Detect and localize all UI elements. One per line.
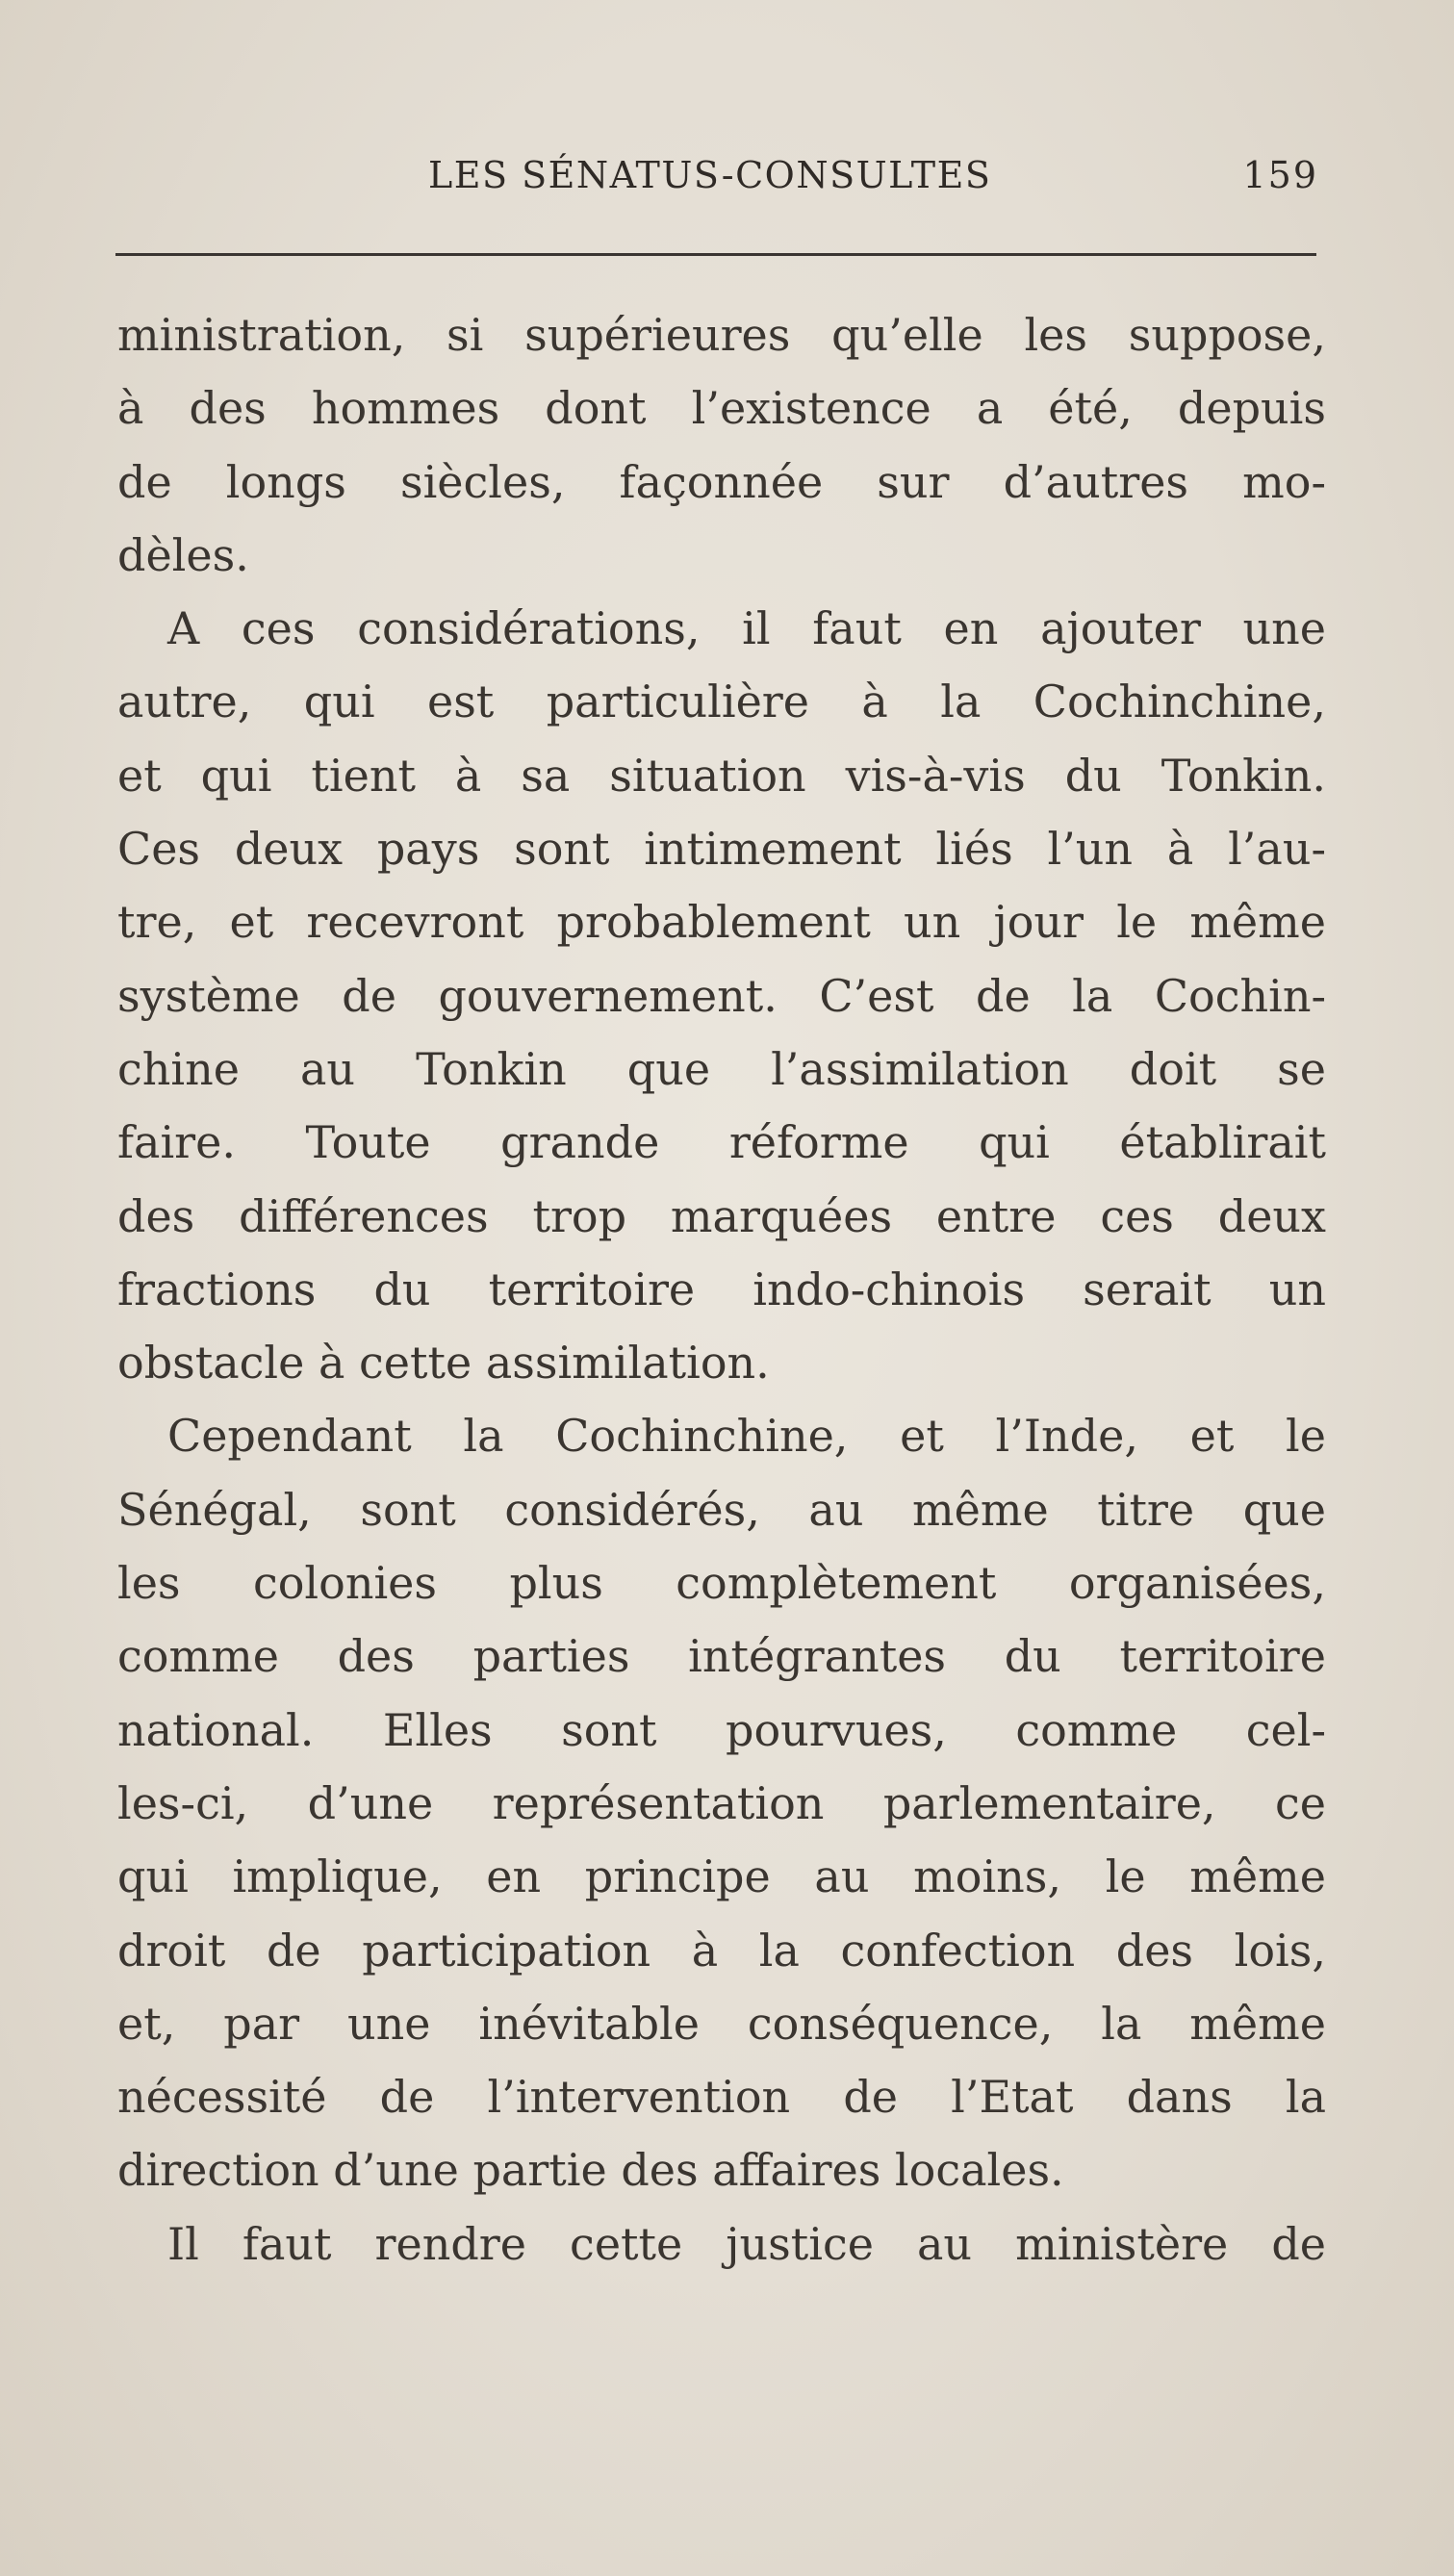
text-line: Cependant la Cochinchine, et l’Inde, et le	[167, 1410, 1326, 1463]
text-line: tre, et recevront probablement un jour le même	[117, 896, 1326, 949]
text-line: des différences trop marquées entre ces deux	[117, 1189, 1326, 1242]
body-text	[117, 298, 1326, 2281]
text-line: de longs siècles, façonnée sur d’autres mo-	[117, 455, 1326, 508]
text-line: obstacle à cette assimilation.	[117, 1337, 770, 1390]
text-line: nécessité de l’intervention de l’Etat dans la	[117, 2071, 1326, 2124]
text-line: comme des parties intégrantes du territoire	[117, 1630, 1326, 1683]
text-line: Il faut rendre cette justice au ministère de	[167, 2217, 1326, 2270]
text-line: national. Elles sont pourvues, comme cel-	[117, 1703, 1326, 1756]
text-line: à des hommes dont l’existence a été, depuis	[117, 382, 1326, 435]
text-line: les colonies plus complètement organisées,	[117, 1557, 1326, 1610]
running-head	[115, 154, 1328, 202]
text-line: ministration, si supérieures qu’elle les suppose,	[117, 309, 1326, 361]
text-line: direction d’une partie des affaires locales.	[117, 2144, 1064, 2197]
page-number: 159	[1242, 154, 1318, 196]
text-line: système de gouvernement. C’est de la Cochin-	[117, 969, 1326, 1022]
text-line: chine au Tonkin que l’assimilation doit se	[117, 1042, 1326, 1095]
text-line: qui implique, en principe au moins, le même	[117, 1850, 1326, 1903]
header-rule	[115, 253, 1316, 256]
text-line: Ces deux pays sont intimement liés l’un à l’au-	[117, 823, 1326, 876]
text-line: et qui tient à sa situation vis-à-vis du Tonkin.	[117, 749, 1326, 802]
text-line: les-ci, d’une représentation parlementaire, ce	[117, 1776, 1326, 1829]
text-line: fractions du territoire indo-chinois serait un	[117, 1262, 1326, 1315]
text-line: et, par une inévitable conséquence, la même	[117, 1997, 1326, 2050]
running-title: LES SÉNATUS-CONSULTES	[428, 154, 992, 196]
text-line: droit de participation à la confection des lois,	[117, 1924, 1326, 1977]
text-line: autre, qui est particulière à la Cochinchine,	[117, 676, 1326, 728]
text-line: faire. Toute grande réforme qui établirait	[117, 1116, 1326, 1169]
text-line: Sénégal, sont considérés, au même titre que	[117, 1483, 1326, 1536]
text-line: dèles.	[117, 528, 249, 581]
text-line: A ces considérations, il faut en ajouter une	[167, 602, 1326, 655]
